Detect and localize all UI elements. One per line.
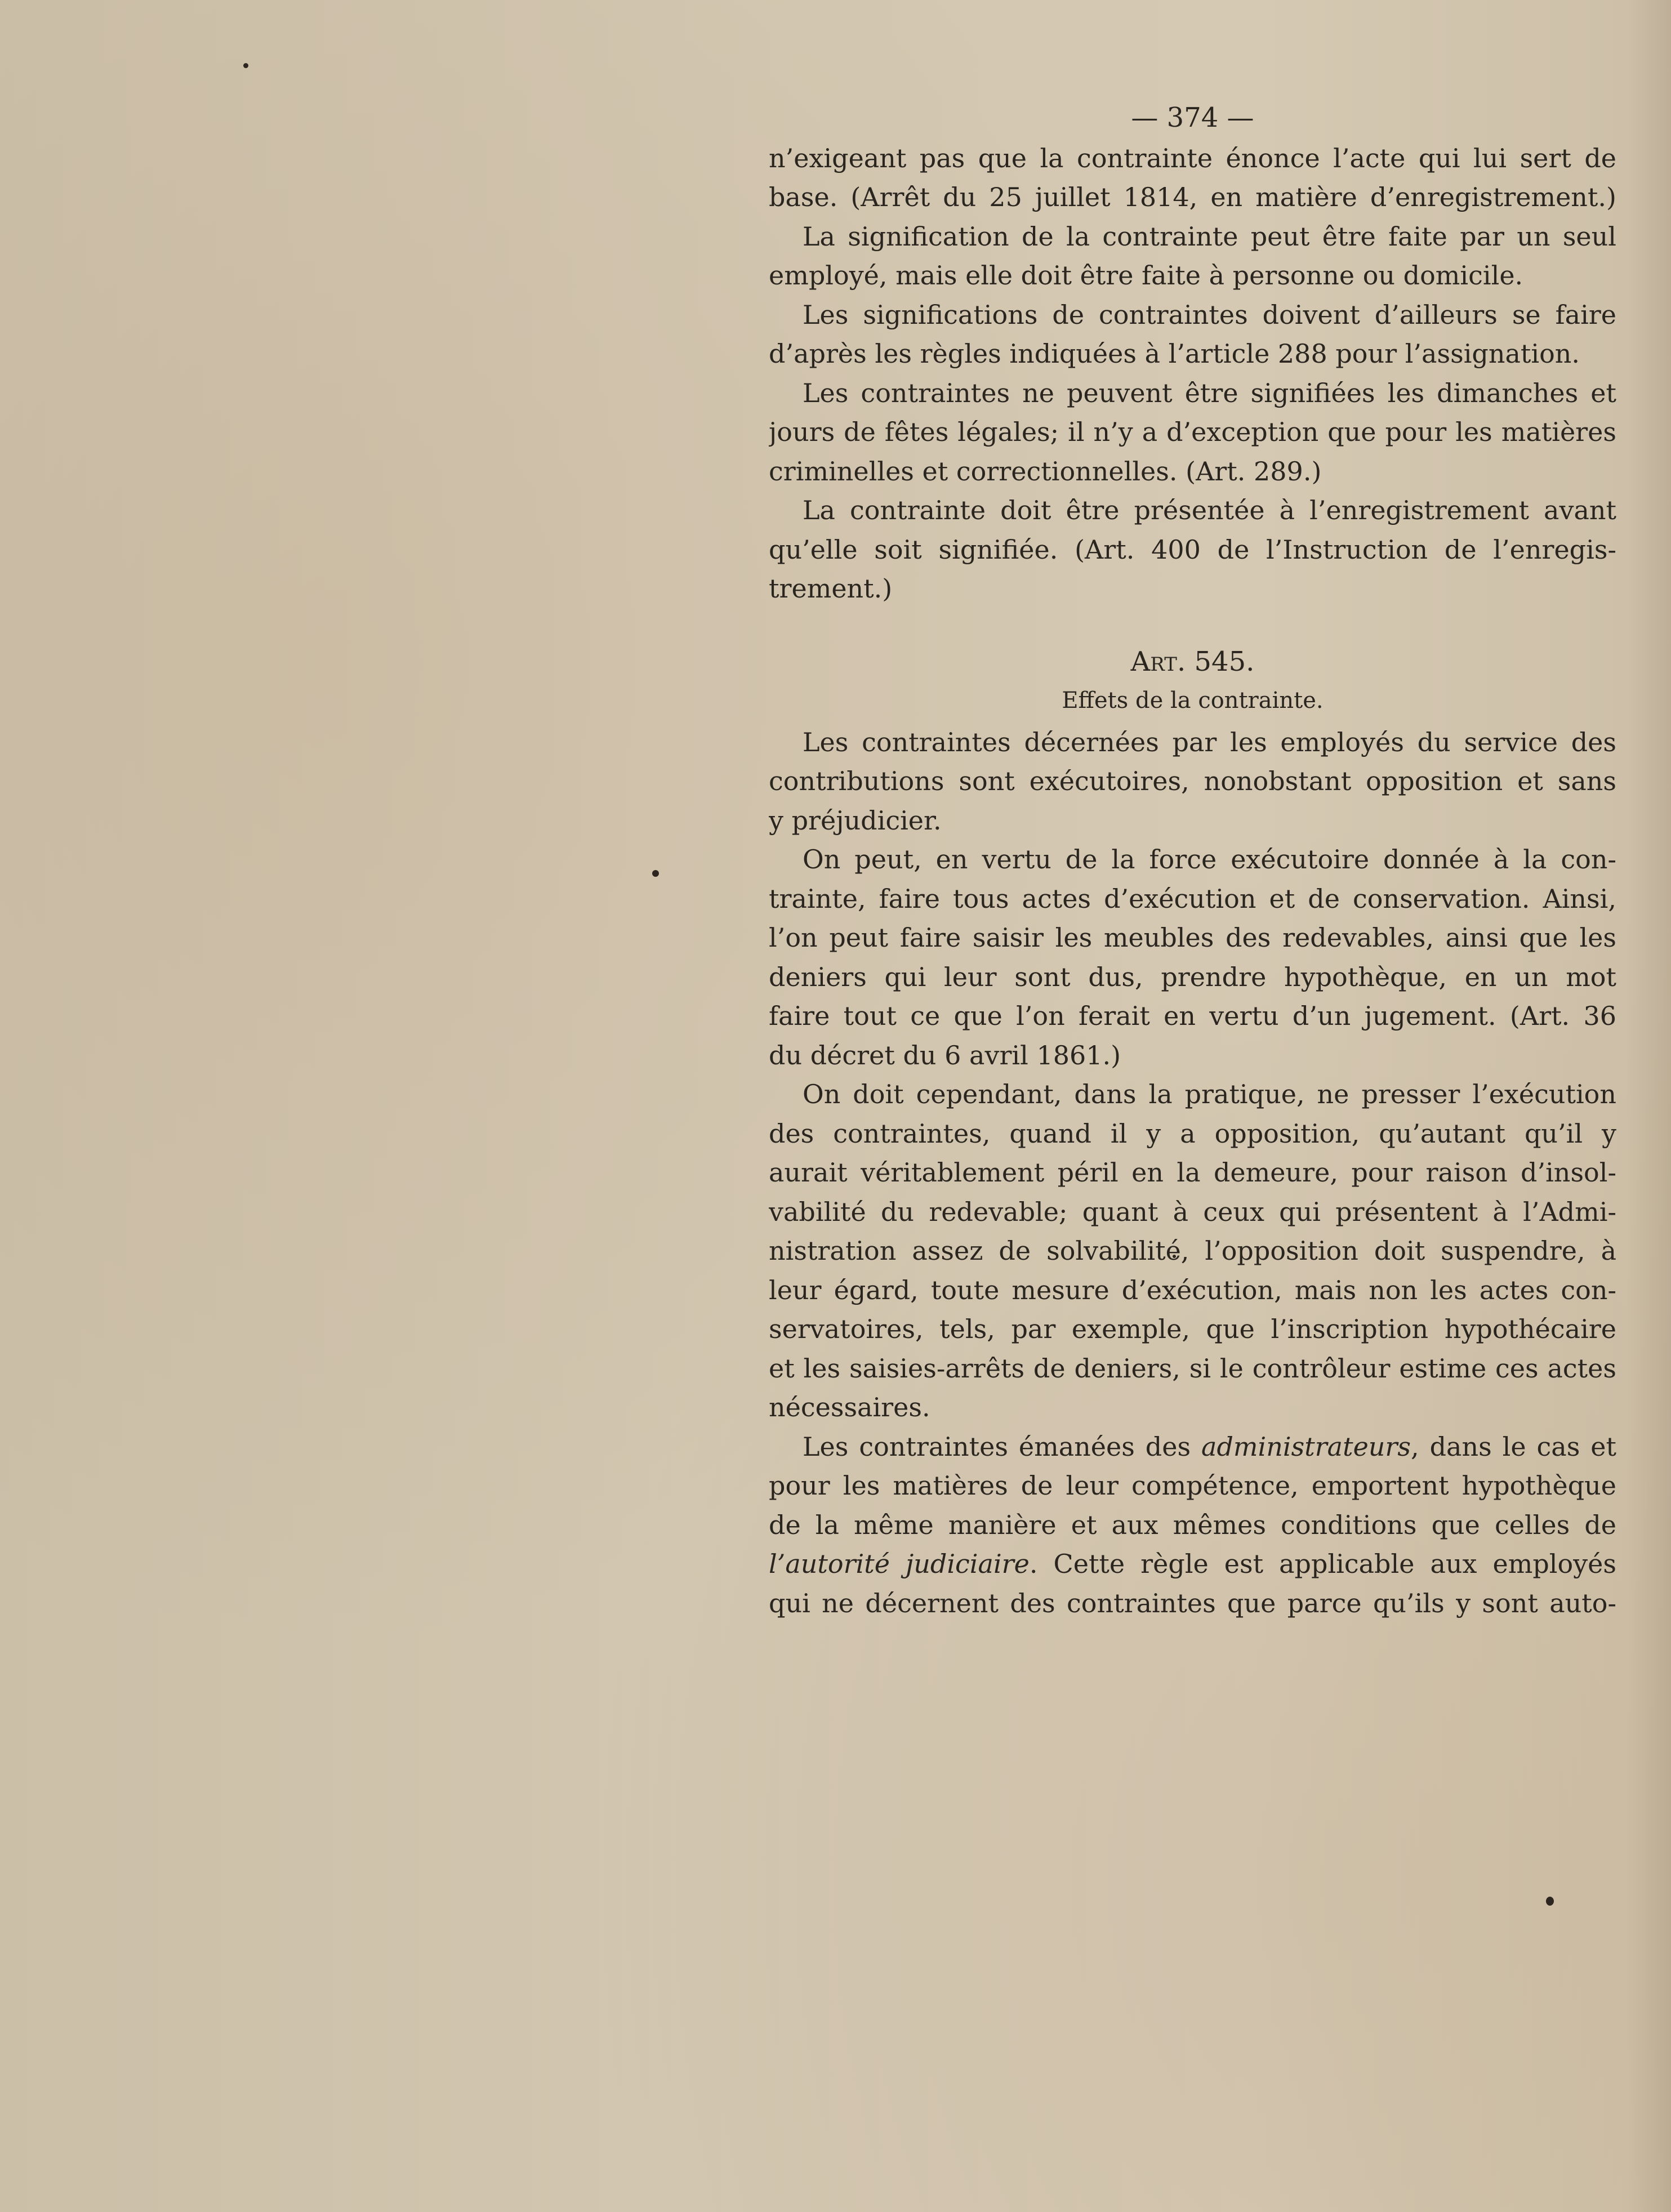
text-line: n’exigeant pas que la contrainte énonce l’acte qui lui sert de [769,142,1616,173]
text-line: On doit cependant, dans la pratique, ne presser l’exécution [803,1079,1616,1109]
text-line: vabilité du redevable; quant à ceux qui présentent à l’Admi- [769,1196,1616,1227]
text-line: du décret du 6 avril 1861.) [769,1040,1121,1071]
text-line: pour les matières de leur compétence, emportent hypothèque [769,1470,1616,1501]
text-line [769,1545,1616,1584]
page-number: — 374 — [1131,102,1254,133]
text-line: On peut, en vertu de la force exécutoire donnée à la con- [803,844,1616,875]
text-line: Les significations de contraintes doivent d’ailleurs se faire [803,299,1616,330]
text-line: employé, mais elle doit être faite à personne ou domicile. [769,260,1523,291]
text-line: La contrainte doit être présentée à l’enregistrement avant [803,495,1616,525]
text-line: et les saisies-arrêts de deniers, si le contrôleur estime ces actes [769,1353,1616,1384]
page-text [769,99,1616,1623]
text-line: l’on peut faire saisir les meubles des redevables, ainsi que les [769,922,1616,953]
text-line: La signification de la contrainte peut être faite par un seul [803,221,1616,252]
ink-speck [243,63,248,68]
text-fragment: . Cette règle est applicable aux employés [1029,1549,1616,1579]
text-line: contributions sont exécutoires, nonobstant opposition et sans [769,766,1616,796]
article-subheading: Effets de la contrainte. [1062,688,1324,713]
text-line: Les contraintes ne peuvent être signifiées les dimanches et [803,377,1616,408]
text-line: qu’elle soit signifiée. (Art. 400 de l’Instruction de l’enregis- [769,534,1616,565]
text-line: jours de fêtes légales; il n’y a d’exception que pour les matières [769,417,1616,447]
text-line: aurait véritablement péril en la demeure, pour raison d’insol- [769,1157,1616,1188]
text-line: de la même manière et aux mêmes conditions que celles de [769,1509,1616,1540]
text-line: faire tout ce que l’on ferait en vertu d’un jugement. (Art. 36 [769,1001,1616,1031]
text-line: Les contraintes décernées par les employés du service des [803,726,1616,757]
italic-term: administrateurs [1201,1431,1411,1462]
text-line [769,1428,1616,1467]
text-line: trainte, faire tous actes d’exécution et de conservation. Ainsi, [769,883,1616,914]
text-line: trement.) [769,573,893,604]
ink-speck [652,870,659,877]
text-line: y préjudicier. [769,805,942,836]
italic-term: l’autorité judiciaire [769,1549,1030,1579]
ink-speck [1546,1897,1554,1906]
text-line: servatoires, tels, par exemple, que l’inscription hypothécaire [769,1314,1616,1344]
text-fragment: , dans le cas et [1411,1431,1616,1462]
text-line: nistration assez de solvabilité, l’opposition doit suspendre, à [769,1236,1616,1266]
text-line: nécessaires. [769,1392,930,1422]
text-line: leur égard, toute mesure d’exécution, mais non les actes con- [769,1274,1616,1305]
text-line: deniers qui leur sont dus, prendre hypothèque, en un mot [769,961,1616,992]
text-line: des contraintes, quand il y a opposition, qu’autant qu’il y [769,1118,1616,1149]
page-edge-shadow [1626,0,1671,2212]
text-line: base. (Arrêt du 25 juillet 1814, en matière d’enregistrement.) [769,182,1616,212]
text-line: qui ne décernent des contraintes que parce qu’ils y sont auto- [769,1587,1616,1618]
text-line: criminelles et correctionnelles. (Art. 289.) [769,456,1322,487]
text-line: d’après les règles indiquées à l’article 288 pour l’assignation. [769,338,1580,369]
article-heading: Art. 545. [1130,645,1255,677]
text-fragment: Les contraintes émanées des [803,1431,1202,1462]
